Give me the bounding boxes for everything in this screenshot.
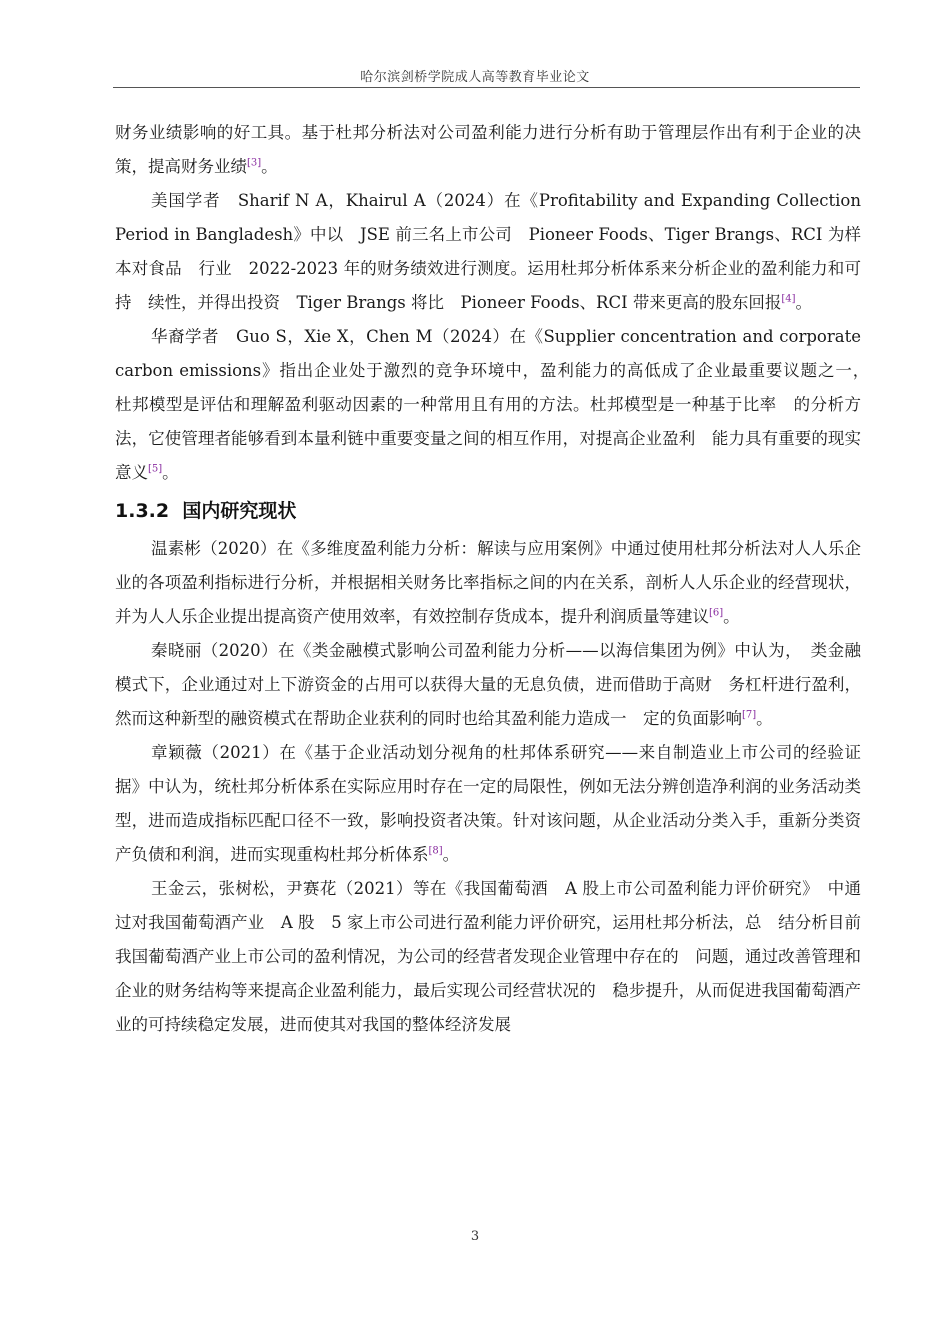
citation-link[interactable]: [4] <box>781 293 796 305</box>
paragraph-text: 秦晓丽（2020）在《类金融模式影响公司盈利能力分析——以海信集团为例》中认为， 类金融模式下，企业通过对上下游资金的占用可以获得大量的无息负债，进而借助于高财 务杠杆进行盈利，然而这种新型的融资模式在帮助企业获利的同时也给其盈利能力造成一 定的负面影响 <box>115 641 861 728</box>
paragraph <box>115 736 861 872</box>
paragraph-tail: 。 <box>795 293 813 312</box>
section-number: 1.3.2 <box>115 500 170 522</box>
paragraph-tail: 。 <box>723 607 740 626</box>
page-number: 3 <box>470 1229 480 1244</box>
paragraph-text: 王金云，张树松，尹赛花（2021）等在《我国葡萄酒 A 股上市公司盈利能力评价研究》 中通过对我国葡萄酒产业 A 股 5 家上市公司进行盈利能力评价研究，运用杜邦分析法，总 结分析目前我国葡萄酒产业上市公司的盈利情况，为公司的经营者发现企业管理中存在的 问题，通过改善管理和企业的财务结构等来提高企业盈利能力，最后实现公司经营状况的 稳步提升，从而促进我国葡萄酒产业的可持续稳定发展，进而使其对我国的整体经济发展 <box>115 879 861 1034</box>
paragraph-text: 章颖薇（2021）在《基于企业活动划分视角的杜邦体系研究——来自制造业上市公司的经验证据》中认为，统杜邦分析体系在实际应用时存在一定的局限性，例如无法分辨创造净利润的业务活动类型，进而造成指标匹配口径不一致，影响投资者决策。针对该问题，从企业活动分类入手，重新分类资产负债和利润，进而实现重构杜邦分析体系 <box>115 743 861 864</box>
paragraph-text: 财务业绩影响的好工具。基于杜邦分析法对公司盈利能力进行分析有助于管理层作出有利于企业的决策，提高财务业绩 <box>115 123 861 176</box>
citation-link[interactable]: [5] <box>148 463 163 475</box>
paragraph <box>115 872 861 1042</box>
paragraph-text: 华裔学者 Guo S，Xie X，Chen M（2024）在《Supplier concentration and corporate carbon emissions》指出企业处于激烈的竞争环境中，盈利能力的高低成了企业最重要议题之一， 杜邦模型是评估和理解盈利驱动因素的一种常用且有用的方法。杜邦模型是一种基于比率 的分析方法，它使管理者能够看到本量利链中重要变量之间的相互作用，对提高企业盈利 能力具有重要的现实意义 <box>115 327 878 482</box>
paragraph-text: 美国学者 Sharif N A，Khairul A（2024）在《Profitability and Expanding Collection Period in Bangladesh》中以 JSE 前三名上市公司 Pioneer Foods、Tiger Brangs、RCI 为样本对食品 行业 2022-2023 年的财务绩效进行测度。运用杜邦分析体系来分析企业的盈利能力和可持 续性，并得出投资 Tiger Brangs 将比 Pioneer Foods、RCI 带来更高的股东回报 <box>115 191 861 312</box>
paragraph-tail: 。 <box>442 845 460 864</box>
citation-link[interactable]: [7] <box>742 709 757 721</box>
paragraph-text: 温素彬（2020）在《多维度盈利能力分析：解读与应用案例》中通过使用杜邦分析法对人人乐企业的各项盈利指标进行分析，并根据相关财务比率指标之间的内在关系，剖析人人乐企业的经营现状，并为人人乐企业提出提高资产使用效率，有效控制存货成本，提升利润质量等建议 <box>115 539 861 626</box>
citation-link[interactable]: [8] <box>428 845 443 857</box>
paragraph <box>115 116 861 184</box>
paragraph <box>115 184 861 320</box>
paragraph-tail: 。 <box>162 463 179 482</box>
paragraph <box>115 320 878 490</box>
section-title: 国内研究现状 <box>182 500 297 522</box>
paragraph <box>115 532 861 634</box>
paragraph <box>115 634 861 736</box>
paragraph-tail: 。 <box>261 157 278 176</box>
citation-link[interactable]: [6] <box>709 607 724 619</box>
body-text <box>115 116 878 1042</box>
header-rule <box>113 87 860 88</box>
paragraph-tail: 。 <box>756 709 773 728</box>
section-heading <box>115 492 861 530</box>
page-header: 哈尔滨剑桥学院成人高等教育毕业论文 <box>360 70 590 85</box>
citation-link[interactable]: [3] <box>247 157 262 169</box>
